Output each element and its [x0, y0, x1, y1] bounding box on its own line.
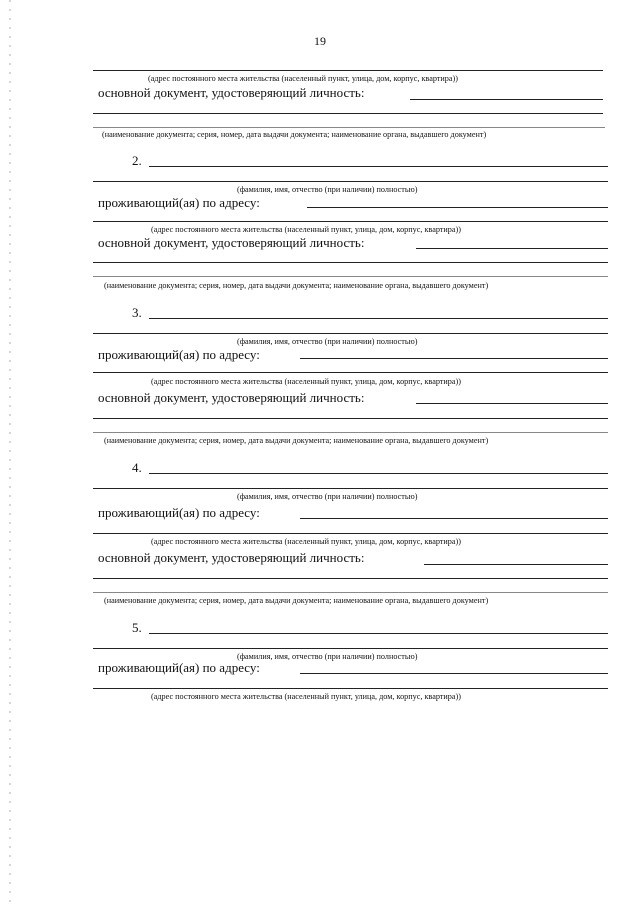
id-document-field[interactable] — [416, 403, 608, 404]
fullname-field[interactable] — [149, 473, 608, 474]
entry-number: 3. — [132, 305, 142, 320]
address-field[interactable] — [300, 358, 608, 359]
fullname-caption: (фамилия, имя, отчество (при наличии) полностью) — [237, 492, 418, 501]
document-caption: (наименование документа; серия, номер, дата выдачи документа; наименование органа, выдавшего документ) — [104, 281, 489, 290]
id-document-line — [93, 578, 608, 579]
address-caption: (адрес постоянного места жительства (населенный пункт, улица, дом, корпус, квартира)) — [151, 692, 461, 701]
entry-number: 5. — [132, 620, 142, 635]
fullname-line — [93, 333, 608, 334]
id-document-line — [93, 432, 608, 433]
entry-number: 2. — [132, 153, 142, 168]
address-field[interactable] — [300, 673, 608, 674]
id-document-line — [93, 127, 605, 128]
id-document-label: основной документ, удостоверяющий личность: — [98, 85, 365, 100]
address-field[interactable] — [307, 207, 608, 208]
id-document-line — [93, 113, 603, 114]
id-document-label: основной документ, удостоверяющий личность: — [98, 390, 365, 405]
document-caption: (наименование документа; серия, номер, дата выдачи документа; наименование органа, выдавшего документ) — [104, 596, 489, 605]
fullname-line — [93, 648, 608, 649]
id-document-line — [93, 592, 608, 593]
id-document-label: основной документ, удостоверяющий личность: — [98, 235, 365, 250]
fullname-caption: (фамилия, имя, отчество (при наличии) полностью) — [237, 185, 418, 194]
residing-label: проживающий(ая) по адресу: — [98, 660, 260, 675]
entry-number: 4. — [132, 460, 142, 475]
fullname-line — [93, 488, 608, 489]
fullname-field[interactable] — [149, 633, 608, 634]
id-document-field[interactable] — [424, 564, 608, 565]
address-line — [93, 372, 608, 373]
address-line — [93, 221, 608, 222]
document-caption: (наименование документа; серия, номер, дата выдачи документа; наименование органа, выдавшего документ) — [102, 130, 487, 139]
id-document-line — [93, 262, 608, 263]
fullname-line — [93, 181, 608, 182]
page-number: 19 — [314, 34, 326, 48]
id-document-field[interactable] — [416, 248, 608, 249]
fullname-field[interactable] — [149, 166, 608, 167]
residing-label: проживающий(ая) по адресу: — [98, 347, 260, 362]
address-line — [93, 70, 603, 71]
address-caption: (адрес постоянного места жительства (населенный пункт, улица, дом, корпус, квартира)) — [151, 537, 461, 546]
fullname-caption: (фамилия, имя, отчество (при наличии) полностью) — [237, 337, 418, 346]
document-caption: (наименование документа; серия, номер, дата выдачи документа; наименование органа, выдавшего документ) — [104, 436, 489, 445]
address-caption: (адрес постоянного места жительства (населенный пункт, улица, дом, корпус, квартира)) — [151, 377, 461, 386]
residing-label: проживающий(ая) по адресу: — [98, 505, 260, 520]
fullname-field[interactable] — [149, 318, 608, 319]
address-caption: (адрес постоянного места жительства (населенный пункт, улица, дом, корпус, квартира)) — [151, 225, 461, 234]
id-document-line — [93, 418, 608, 419]
id-document-field[interactable] — [410, 99, 603, 100]
id-document-label: основной документ, удостоверяющий личность: — [98, 550, 365, 565]
address-field[interactable] — [300, 518, 608, 519]
address-caption: (адрес постоянного места жительства (населенный пункт, улица, дом, корпус, квартира)) — [148, 74, 458, 83]
residing-label: проживающий(ая) по адресу: — [98, 195, 260, 210]
id-document-line — [93, 276, 608, 277]
address-line — [93, 688, 608, 689]
fullname-caption: (фамилия, имя, отчество (при наличии) полностью) — [237, 652, 418, 661]
address-line — [93, 533, 608, 534]
scan-margin-marks — [9, 0, 11, 905]
